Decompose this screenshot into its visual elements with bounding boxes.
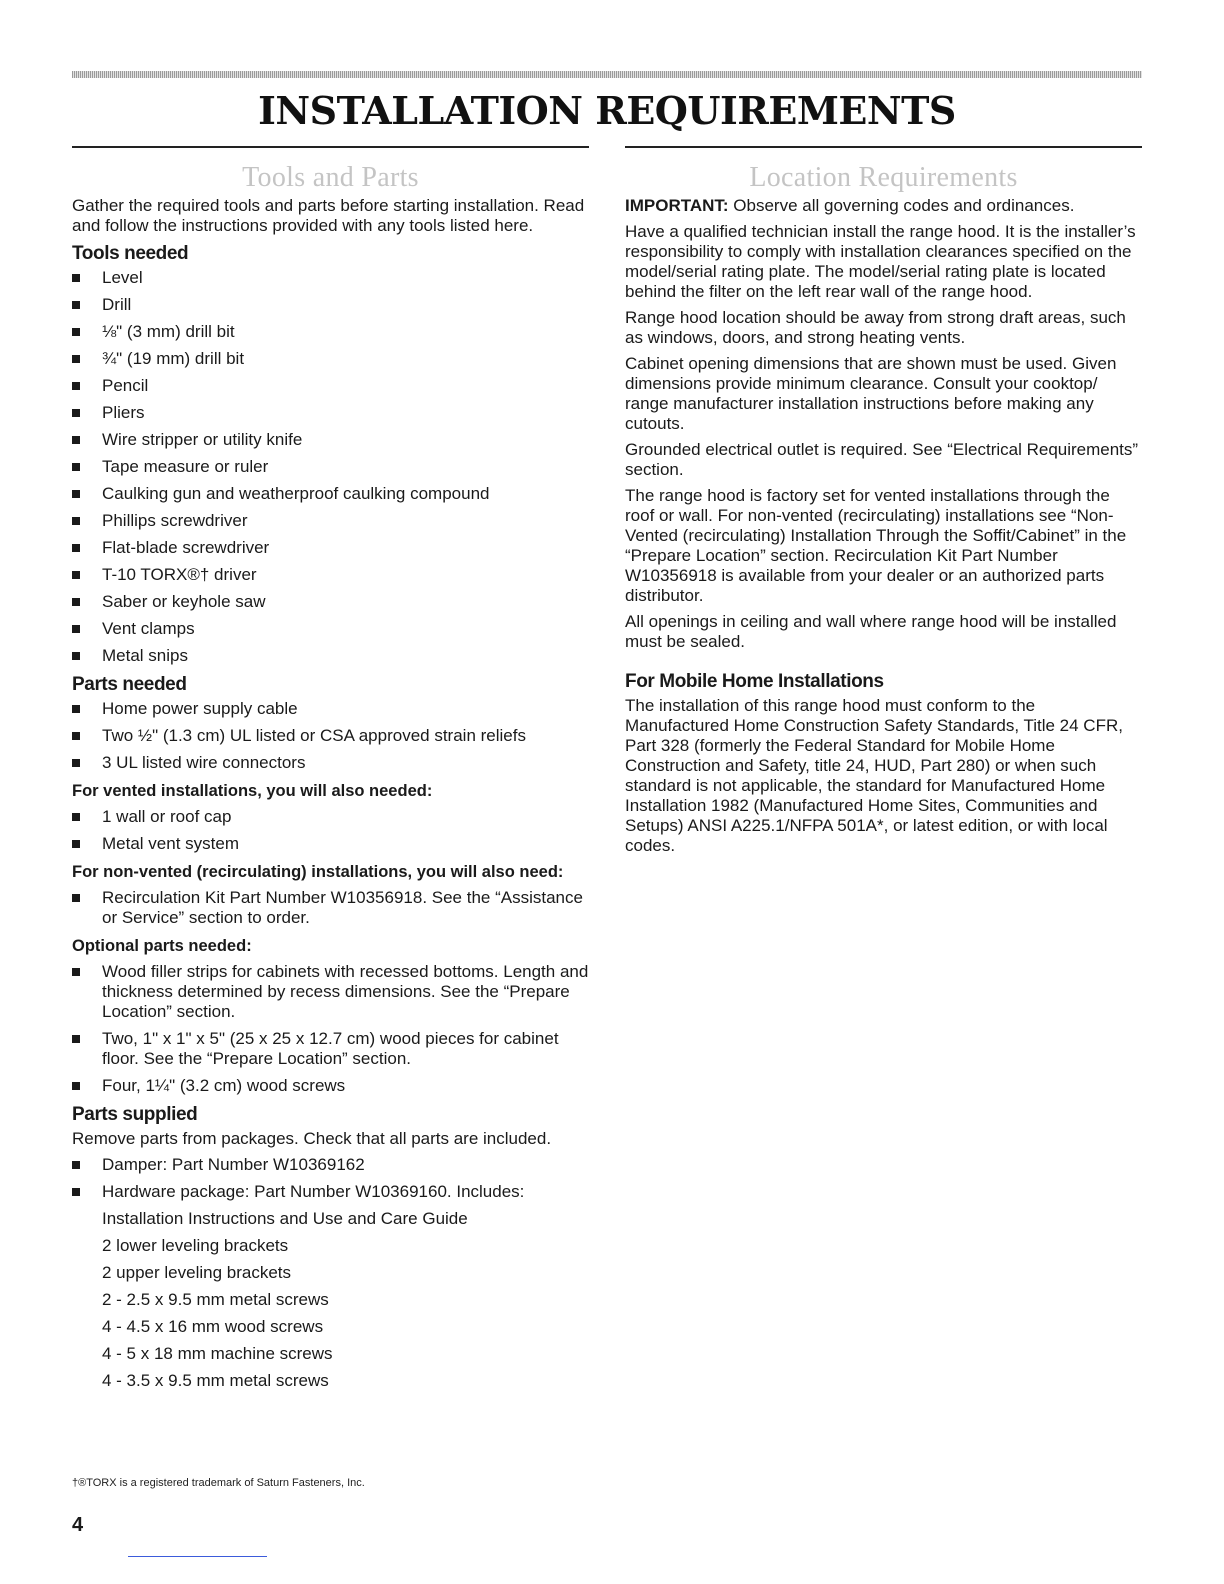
list-item: Home power supply cable	[72, 699, 589, 719]
parts-list	[72, 699, 589, 773]
list-item: Damper: Part Number W10369162	[72, 1155, 589, 1175]
parts-needed-heading: Parts needed	[72, 674, 187, 695]
hardware-item: 4 - 5 x 18 mm machine screws	[102, 1344, 333, 1363]
optional-parts-heading: Optional parts needed:	[72, 937, 252, 955]
list-item: T-10 TORX®† driver	[72, 565, 589, 585]
list-item: 3 UL listed wire connectors	[72, 753, 589, 773]
page-number: 4	[72, 1514, 84, 1536]
optional-parts-list	[72, 962, 589, 1096]
list-item: 1 wall or roof cap	[72, 807, 589, 827]
parts-supplied-intro: Remove parts from packages. Check that all parts are included.	[72, 1129, 552, 1148]
non-vented-heading: For non-vented (recirculating) installations, you will also need:	[72, 863, 564, 881]
hardware-item: 4 - 3.5 x 9.5 mm metal screws	[102, 1371, 329, 1390]
tools-and-parts-heading: Tools and Parts	[242, 162, 419, 193]
list-item: Vent clamps	[72, 619, 589, 639]
list-item: Pliers	[72, 403, 589, 423]
important-note	[625, 196, 1142, 216]
list-item: Level	[72, 268, 589, 288]
list-item: Flat-blade screwdriver	[72, 538, 589, 558]
location-paragraph: Grounded electrical outlet is required. See “Electrical Requirements” section.	[625, 440, 1139, 479]
list-item: Pencil	[72, 376, 589, 396]
list-item: ⅛" (3 mm) drill bit	[72, 322, 589, 342]
tools-and-parts-column	[72, 146, 589, 1398]
non-vented-list	[72, 888, 589, 928]
important-label: IMPORTANT:	[625, 196, 729, 215]
list-item: Two, 1" x 1" x 5" (25 x 25 x 12.7 cm) wood pieces for cabinet floor. See the “Prepare Location” section.	[72, 1029, 589, 1069]
footnote: †®TORX is a registered trademark of Saturn Fasteners, Inc.	[72, 1477, 365, 1489]
bottom-rule	[128, 1556, 267, 1557]
page-title: INSTALLATION REQUIREMENTS	[258, 88, 956, 133]
list-item: Drill	[72, 295, 589, 315]
list-item: Hardware package: Part Number W10369160. Includes:	[72, 1182, 589, 1202]
tools-intro: Gather the required tools and parts before starting installation. Read and follow the instructions provided with any tools listed here.	[72, 196, 585, 235]
location-requirements-column	[625, 146, 1142, 862]
mobile-home-text: The installation of this range hood must conform to the Manufactured Home Construction Safety Standards, Title 24 CFR, Part 328 (formerly the Federal Standard for Mobile Home Construction and Safety, title 24, HUD, Part 280) or when such standard is not applicable, the standard for Manufactured Home Installation 1982 (Manufactured Home Sites, Communities and Setups) ANSI A225.1/NFPA 501A*, or latest edition, or with local codes.	[625, 696, 1123, 855]
hardware-item: Installation Instructions and Use and Care Guide	[102, 1209, 468, 1228]
important-text: Observe all governing codes and ordinances.	[728, 196, 1075, 215]
location-paragraph: All openings in ceiling and wall where range hood will be installed must be sealed.	[625, 612, 1117, 651]
list-item: Caulking gun and weatherproof caulking compound	[72, 484, 589, 504]
list-item: Metal snips	[72, 646, 589, 666]
vented-list	[72, 807, 589, 854]
section-rule	[72, 146, 589, 148]
list-item: Recirculation Kit Part Number W10356918. See the “Assistance or Service” section to order.	[72, 888, 589, 928]
mobile-home-heading: For Mobile Home Installations	[625, 671, 884, 692]
list-item: Tape measure or ruler	[72, 457, 589, 477]
top-decorative-band	[72, 71, 1142, 78]
list-item: Saber or keyhole saw	[72, 592, 589, 612]
list-item: Wire stripper or utility knife	[72, 430, 589, 450]
location-paragraph: Cabinet opening dimensions that are shown must be used. Given dimensions provide minimum clearance. Consult your cooktop/ range manufacturer installation instructions before making any cutouts.	[625, 354, 1117, 433]
hardware-item: 2 lower leveling brackets	[102, 1236, 289, 1255]
hardware-item: 4 - 4.5 x 16 mm wood screws	[102, 1317, 324, 1336]
section-rule	[625, 146, 1142, 148]
list-item: Four, 1¼" (3.2 cm) wood screws	[72, 1076, 589, 1096]
tools-needed-heading: Tools needed	[72, 243, 189, 264]
list-item: Metal vent system	[72, 834, 589, 854]
parts-supplied-list	[72, 1155, 589, 1202]
list-item: Phillips screwdriver	[72, 511, 589, 531]
list-item: Two ½" (1.3 cm) UL listed or CSA approved strain reliefs	[72, 726, 589, 746]
location-paragraph: Have a qualified technician install the range hood. It is the installer’s responsibility to comply with installation clearances specified on the model/serial rating plate. The model/serial rating plate is located behind the filter on the left rear wall of the range hood.	[625, 222, 1136, 301]
parts-supplied-heading: Parts supplied	[72, 1104, 198, 1125]
location-paragraph: The range hood is factory set for vented installations through the roof or wall. For non-vented (recirculating) installations see “Non-Vented (recirculating) Installation Through the Soffit/Cabinet” in the “Prepare Location” section. Recirculation Kit Part Number W10356918 is available from your dealer or an authorized parts distributor.	[625, 486, 1127, 605]
vented-heading: For vented installations, you will also needed:	[72, 782, 433, 800]
hardware-item: 2 upper leveling brackets	[102, 1263, 292, 1282]
list-item: Wood filler strips for cabinets with recessed bottoms. Length and thickness determined by recess dimensions. See the “Prepare Location” section.	[72, 962, 589, 1022]
list-item: ¾" (19 mm) drill bit	[72, 349, 589, 369]
tools-list	[72, 268, 589, 666]
location-paragraph: Range hood location should be away from strong draft areas, such as windows, doors, and strong heating vents.	[625, 308, 1126, 347]
hardware-item: 2 - 2.5 x 9.5 mm metal screws	[102, 1290, 329, 1309]
location-requirements-heading: Location Requirements	[749, 162, 1018, 193]
